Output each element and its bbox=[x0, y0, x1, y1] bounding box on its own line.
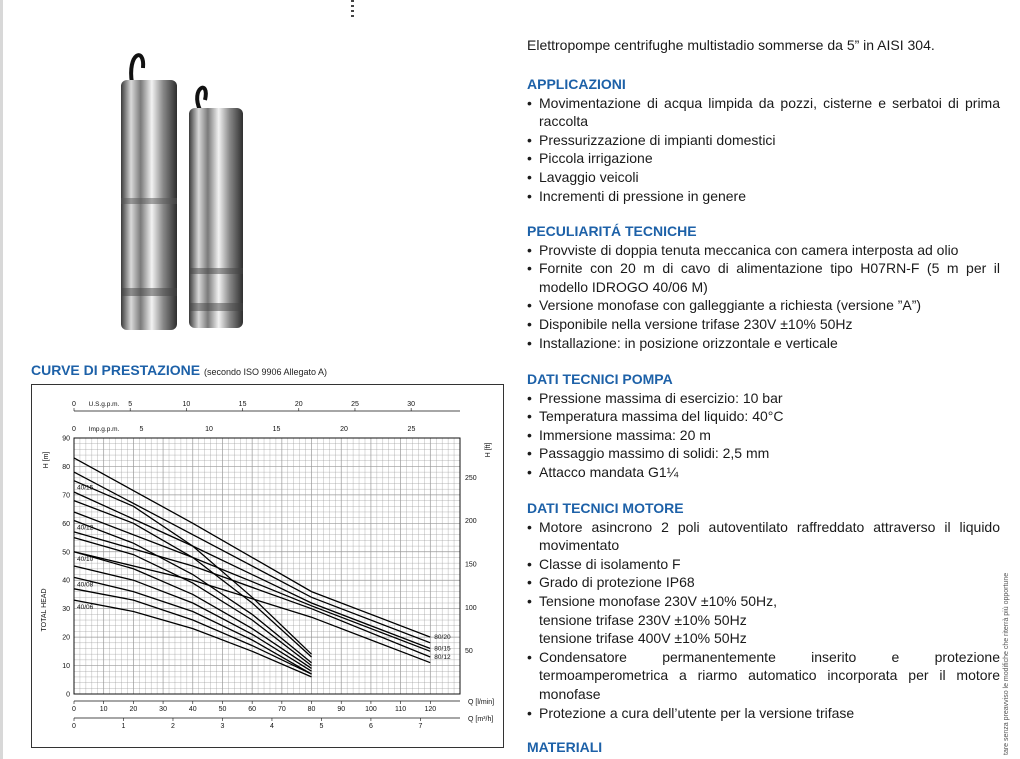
curve-title-text: CURVE DI PRESTAZIONE bbox=[31, 362, 201, 378]
bullet-item: • Passaggio massimo di solidi: 2,5 mm bbox=[527, 444, 1000, 463]
y2-tick-label: 200 bbox=[465, 518, 477, 526]
y2-tick-label: 150 bbox=[465, 561, 477, 569]
page-edge bbox=[0, 0, 3, 759]
x2-tick-label: 5 bbox=[319, 723, 324, 730]
y-tick-label: 60 bbox=[62, 520, 70, 528]
curve-section-title bbox=[31, 362, 327, 378]
x-tick-label: 20 bbox=[129, 706, 138, 713]
bullet-item: • Grado di protezione IP68 bbox=[527, 573, 1000, 592]
curve-label: 40/10 bbox=[77, 555, 94, 563]
imp-tick-label: 10 bbox=[205, 426, 213, 433]
section-title: MATERIALI bbox=[527, 739, 603, 755]
bullet-list bbox=[527, 389, 1000, 482]
x-tick-label: 70 bbox=[277, 706, 286, 713]
bullet-item: • Versione monofase con galleggiante a richiesta (versione ”A”) bbox=[527, 296, 1000, 315]
us-tick-label: 15 bbox=[238, 401, 247, 408]
bullet-item: • Immersione massima: 20 m bbox=[527, 426, 1000, 445]
bullet-item: • Movimentazione di acqua limpida da pozzi, cisterne e serbatoi di prima raccolta bbox=[527, 94, 1000, 131]
section-title: DATI TECNICI POMPA bbox=[527, 371, 673, 387]
us-tick-label: 10 bbox=[182, 401, 191, 408]
curve-label: 80/12 bbox=[434, 654, 451, 662]
y2-tick-label: 50 bbox=[465, 648, 473, 656]
bullet-list bbox=[527, 241, 1000, 353]
curve-label: 40/06 bbox=[77, 604, 94, 612]
side-note bbox=[1003, 572, 1017, 755]
x2-tick-label: 6 bbox=[368, 723, 373, 730]
bullet-item: • Classe di isolamento F bbox=[527, 555, 1000, 574]
us-axis-label: U.S.g.p.m. bbox=[88, 401, 120, 408]
curve-label: 80/15 bbox=[434, 645, 451, 653]
bullet-item: • Disponibile nella versione trifase 230V ±10% 50Hz bbox=[527, 315, 1000, 334]
bullet-item: • Temperatura massima del liquido: 40°C bbox=[527, 407, 1000, 426]
y-tick-label: 30 bbox=[62, 606, 70, 614]
us-tick-label: 0 bbox=[72, 401, 76, 408]
x2-tick-label: 4 bbox=[269, 723, 274, 730]
y-tick-label: 20 bbox=[62, 634, 70, 642]
bullet-list bbox=[527, 518, 1000, 723]
x-tick-label: 10 bbox=[99, 706, 108, 713]
performance-chart-svg bbox=[32, 385, 503, 747]
y-tick-label: 70 bbox=[62, 492, 70, 500]
x-tick-label: 30 bbox=[159, 706, 167, 713]
x2-tick-label: 3 bbox=[220, 723, 225, 730]
bullet-item: • Protezione a cura dell’utente per la versione trifase bbox=[527, 704, 1000, 723]
y-tick-label: 10 bbox=[62, 663, 70, 671]
us-tick-label: 5 bbox=[128, 401, 133, 408]
bullet-item: • Fornite con 20 m di cavo di alimentazione tipo H07RN-F (5 m per il modello IDROGO 40/06 M) bbox=[527, 259, 1000, 296]
bullet-item: • Incrementi di pressione in genere bbox=[527, 187, 1000, 206]
y2-tick-label: 250 bbox=[465, 474, 477, 482]
x-tick-label: 60 bbox=[248, 706, 257, 713]
x-tick-label: 40 bbox=[188, 706, 197, 713]
x-axis-label: Q [l/min] bbox=[468, 699, 495, 706]
x2-tick-label: 2 bbox=[171, 723, 175, 730]
curve-label: 80/20 bbox=[434, 634, 451, 642]
x-tick-label: 0 bbox=[72, 706, 76, 713]
x-tick-label: 90 bbox=[337, 706, 346, 713]
side-note-text: tare senza preavviso le modifiche che riterrà più opportune bbox=[1003, 572, 1010, 755]
section-3 bbox=[527, 499, 1000, 722]
y-tick-label: 90 bbox=[62, 435, 70, 443]
dotted-separator bbox=[351, 0, 354, 18]
intro-text: Elettropompe centrifughe multistadio sommerse da 5” in AISI 304. bbox=[527, 37, 935, 53]
pump-product-photo bbox=[105, 48, 245, 338]
y-tick-label: 80 bbox=[62, 463, 70, 471]
section-title: DATI TECNICI MOTORE bbox=[527, 500, 684, 516]
curve-label: 40/15 bbox=[77, 484, 94, 492]
x-tick-label: 80 bbox=[307, 706, 316, 713]
x2-tick-label: 7 bbox=[418, 723, 423, 730]
bullet-item: • Tensione monofase 230V ±10% 50Hz, bbox=[527, 592, 1000, 611]
bullet-item: tensione trifase 230V ±10% 50Hz bbox=[539, 611, 747, 628]
bullet-item: • Pressione massima di esercizio: 10 bar bbox=[527, 389, 1000, 408]
x-tick-label: 100 bbox=[365, 706, 377, 713]
y2-tick-label: 100 bbox=[465, 604, 477, 612]
section-title: PECULIARITÁ TECNICHE bbox=[527, 223, 697, 239]
x-tick-label: 120 bbox=[424, 706, 437, 713]
imp-tick-label: 5 bbox=[139, 426, 144, 433]
imp-tick-label: 15 bbox=[272, 426, 281, 433]
section-title: APPLICAZIONI bbox=[527, 76, 626, 92]
imp-tick-label: 0 bbox=[72, 426, 76, 433]
bullet-item: • Piccola irrigazione bbox=[527, 149, 1000, 168]
bullet-item: • Condensatore permanentemente inserito e protezione termoamperometrica a riarmo automatico incorporata per il motore monofase bbox=[527, 648, 1000, 704]
x2-axis-label: Q [m³/h] bbox=[468, 716, 494, 723]
y-axis-label: H [m] bbox=[43, 451, 50, 469]
x2-tick-label: 1 bbox=[121, 723, 126, 730]
bullet-item: • Pressurizzazione di impianti domestici bbox=[527, 131, 1000, 150]
bullet-item: • Attacco mandata G1¼ bbox=[527, 463, 1000, 482]
us-tick-label: 20 bbox=[294, 401, 303, 408]
bullet-item: • Installazione: in posizione orizzontale e verticale bbox=[527, 334, 1000, 353]
curve-label: 40/08 bbox=[77, 581, 94, 589]
bullet-item: • Provviste di doppia tenuta meccanica con camera interposta ad olio bbox=[527, 241, 1000, 260]
section-2 bbox=[527, 370, 1000, 482]
section-1 bbox=[527, 222, 1000, 352]
section-0 bbox=[527, 75, 1000, 205]
bullet-list bbox=[527, 94, 1000, 206]
y-tick-label: 0 bbox=[66, 691, 70, 699]
imp-tick-label: 25 bbox=[407, 426, 416, 433]
x-tick-label: 110 bbox=[395, 706, 407, 713]
y-tick-label: 40 bbox=[62, 577, 70, 585]
x2-tick-label: 0 bbox=[72, 723, 76, 730]
us-tick-label: 25 bbox=[351, 401, 359, 408]
bullet-item: • Lavaggio veicoli bbox=[527, 168, 1000, 187]
imp-tick-label: 20 bbox=[340, 426, 348, 433]
section-4 bbox=[527, 738, 1000, 757]
bullet-item: tensione trifase 400V ±10% 50Hz bbox=[539, 630, 747, 647]
y-axis-title: TOTAL HEAD bbox=[41, 588, 48, 632]
y-tick-label: 50 bbox=[62, 549, 70, 557]
imp-axis-label: Imp.g.p.m. bbox=[88, 426, 120, 433]
x-tick-label: 50 bbox=[218, 706, 227, 713]
bullet-item: • Motore asincrono 2 poli autoventilato raffreddato attraverso il liquido movimentato bbox=[527, 518, 1000, 555]
performance-chart bbox=[31, 384, 504, 748]
curve-subtitle: (secondo ISO 9906 Allegato A) bbox=[203, 367, 328, 377]
curve-label: 40/12 bbox=[77, 524, 94, 532]
us-tick-label: 30 bbox=[407, 401, 416, 408]
y2-axis-label: H [ft] bbox=[485, 442, 492, 458]
